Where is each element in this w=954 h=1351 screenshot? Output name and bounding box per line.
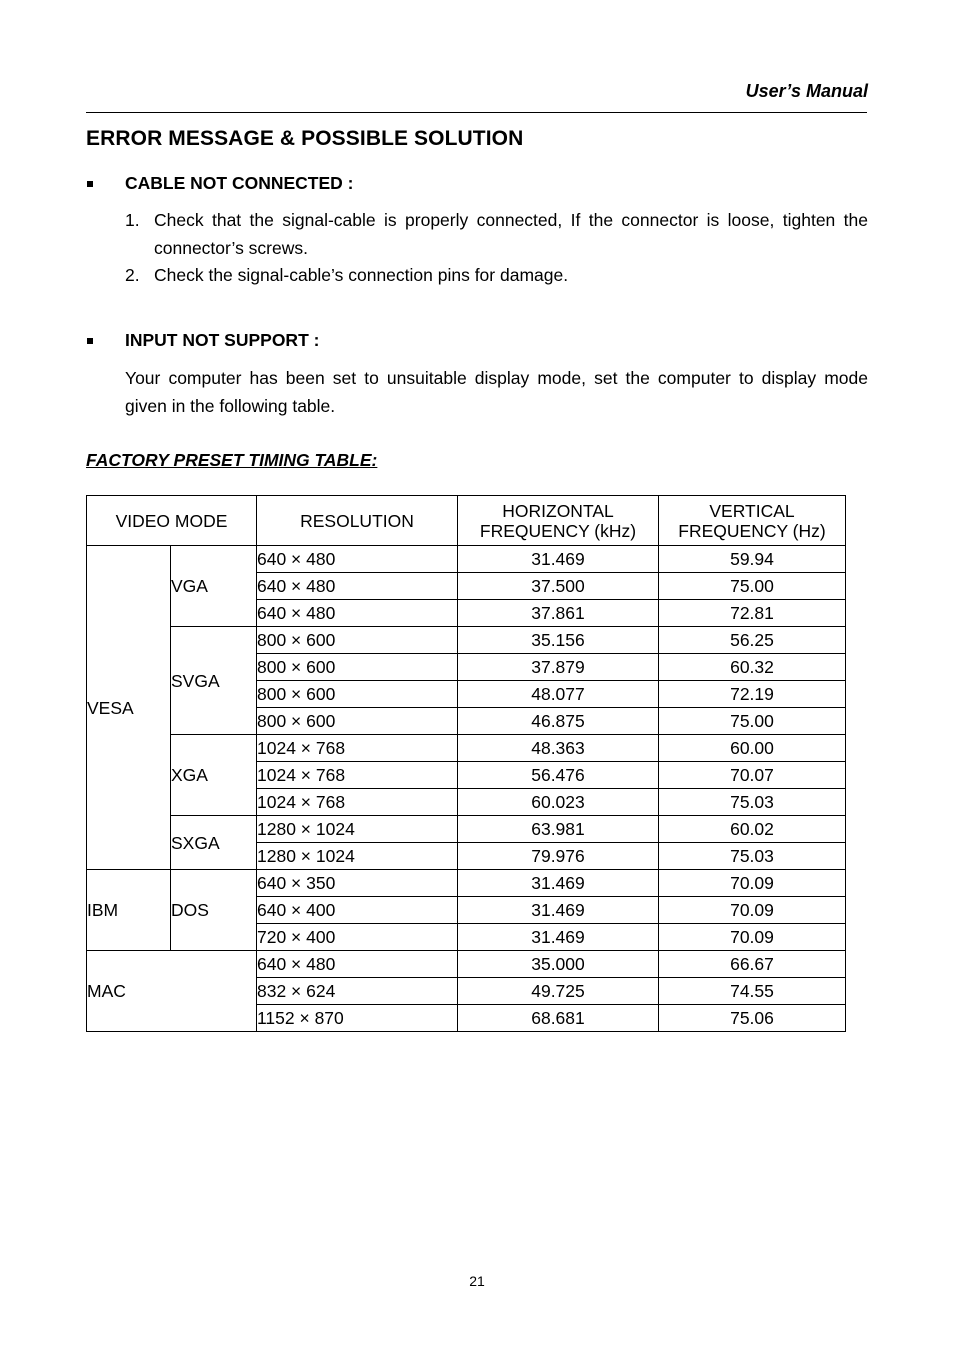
cell-resolution: 1280 × 1024	[257, 816, 458, 843]
cell-horizontal: 68.681	[458, 1005, 659, 1032]
cell-resolution: 720 × 400	[257, 924, 458, 951]
cell-resolution: 800 × 600	[257, 627, 458, 654]
cable-section-heading: CABLE NOT CONNECTED :	[125, 173, 354, 193]
list-item	[125, 207, 868, 262]
table-row	[87, 951, 846, 978]
group-vesa: VESA	[87, 546, 171, 870]
cell-resolution: 1152 × 870	[257, 1005, 458, 1032]
table-row	[87, 627, 846, 654]
cell-vertical: 72.81	[659, 600, 846, 627]
page-number: 21	[469, 1273, 485, 1289]
group-vga: VGA	[171, 546, 257, 627]
cell-horizontal: 46.875	[458, 708, 659, 735]
cell-vertical: 70.09	[659, 924, 846, 951]
cell-resolution: 640 × 480	[257, 573, 458, 600]
cell-vertical: 75.06	[659, 1005, 846, 1032]
group-xga: XGA	[171, 735, 257, 816]
cell-horizontal: 37.879	[458, 654, 659, 681]
cell-vertical: 74.55	[659, 978, 846, 1005]
table-row	[87, 735, 846, 762]
list-item	[125, 262, 868, 290]
table-row	[87, 816, 846, 843]
list-item-number: 2.	[125, 265, 140, 285]
list-item-text: Check that the signal-cable is properly connected, If the connector is loose, tighten the connector’s screws.	[154, 210, 868, 258]
cell-vertical: 66.67	[659, 951, 846, 978]
cell-horizontal: 49.725	[458, 978, 659, 1005]
cell-horizontal: 37.861	[458, 600, 659, 627]
timing-table	[86, 495, 846, 1032]
cell-vertical: 60.32	[659, 654, 846, 681]
cell-horizontal: 31.469	[458, 924, 659, 951]
cell-horizontal: 79.976	[458, 843, 659, 870]
cell-resolution: 640 × 480	[257, 600, 458, 627]
cell-horizontal: 35.000	[458, 951, 659, 978]
header-rule	[86, 112, 867, 113]
cell-resolution: 640 × 400	[257, 897, 458, 924]
cell-horizontal: 31.469	[458, 897, 659, 924]
bullet-square-icon	[87, 338, 93, 344]
cell-horizontal: 35.156	[458, 627, 659, 654]
cell-resolution: 1024 × 768	[257, 762, 458, 789]
group-ibm: IBM	[87, 870, 171, 951]
cell-horizontal: 31.469	[458, 870, 659, 897]
table-row	[87, 870, 846, 897]
cell-vertical: 70.09	[659, 897, 846, 924]
cell-vertical: 59.94	[659, 546, 846, 573]
group-sxga: SXGA	[171, 816, 257, 870]
input-section-text: Your computer has been set to unsuitable display mode, set the computer to display mode given in the following table.	[125, 368, 868, 416]
table-row	[87, 546, 846, 573]
cell-horizontal: 63.981	[458, 816, 659, 843]
cell-resolution: 800 × 600	[257, 708, 458, 735]
cell-horizontal: 48.077	[458, 681, 659, 708]
input-section-heading: INPUT NOT SUPPORT :	[125, 330, 320, 350]
cell-horizontal: 56.476	[458, 762, 659, 789]
cell-resolution: 1024 × 768	[257, 735, 458, 762]
cell-horizontal: 37.500	[458, 573, 659, 600]
cell-vertical: 75.00	[659, 708, 846, 735]
cell-resolution: 832 × 624	[257, 978, 458, 1005]
cell-horizontal: 48.363	[458, 735, 659, 762]
cell-resolution: 1024 × 768	[257, 789, 458, 816]
cell-horizontal: 31.469	[458, 546, 659, 573]
cell-vertical: 60.02	[659, 816, 846, 843]
table-header-row	[87, 496, 846, 546]
cell-vertical: 75.03	[659, 843, 846, 870]
cell-resolution: 640 × 480	[257, 951, 458, 978]
bullet-square-icon	[87, 181, 93, 187]
cell-resolution: 800 × 600	[257, 654, 458, 681]
table-heading: FACTORY PRESET TIMING TABLE:	[86, 450, 378, 470]
page-title: ERROR MESSAGE & POSSIBLE SOLUTION	[86, 127, 524, 150]
group-dos: DOS	[171, 870, 257, 951]
cell-resolution: 640 × 480	[257, 546, 458, 573]
header-horizontal: HORIZONTAL FREQUENCY (kHz)	[458, 496, 659, 546]
header-video-mode: VIDEO MODE	[87, 496, 257, 546]
cell-vertical: 75.00	[659, 573, 846, 600]
cell-vertical: 70.09	[659, 870, 846, 897]
cell-vertical: 70.07	[659, 762, 846, 789]
cell-vertical: 72.19	[659, 681, 846, 708]
cell-resolution: 640 × 350	[257, 870, 458, 897]
cell-vertical: 60.00	[659, 735, 846, 762]
list-item-number: 1.	[125, 210, 140, 230]
cell-resolution: 1280 × 1024	[257, 843, 458, 870]
cell-vertical: 75.03	[659, 789, 846, 816]
header-title: User’s Manual	[745, 81, 868, 101]
group-mac: MAC	[87, 951, 257, 1032]
cable-steps-list	[125, 207, 868, 290]
cell-horizontal: 60.023	[458, 789, 659, 816]
header-resolution: RESOLUTION	[257, 496, 458, 546]
group-svga: SVGA	[171, 627, 257, 735]
header-vertical: VERTICAL FREQUENCY (Hz)	[659, 496, 846, 546]
list-item-text: Check the signal-cable’s connection pins for damage.	[154, 265, 569, 285]
cell-resolution: 800 × 600	[257, 681, 458, 708]
cell-vertical: 56.25	[659, 627, 846, 654]
